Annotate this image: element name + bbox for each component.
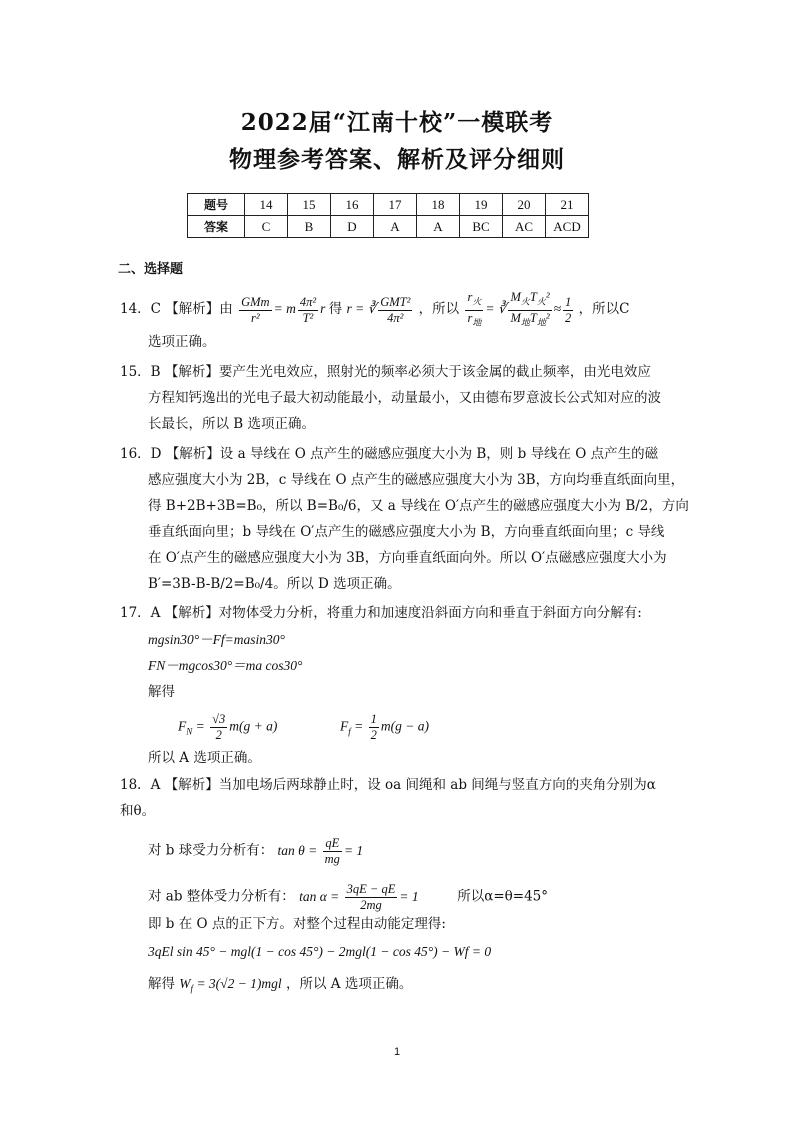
table-cell: 16 bbox=[331, 194, 374, 216]
q14-line bbox=[120, 290, 630, 330]
table-cell: 19 bbox=[460, 194, 503, 216]
q17-eq1: mgsin30°－Ff=masin30° bbox=[148, 632, 285, 647]
formula: tan α = $\frac{3qE - qE}{2mg}$ = 1 bbox=[299, 882, 419, 912]
table-answer-label: 答案 bbox=[188, 216, 245, 238]
formula: $\frac{r_火}{r_地}$ = ∛ $\frac{M_火T_火^2}{M_地T_地^2}$ ≈ $\frac{1}{2}$ bbox=[467, 290, 572, 327]
q18-energy-eq: 3qEl sin 45° − mgl(1 − cos 45°) − 2mgl(1 − cos 45°) − Wf = 0 bbox=[148, 944, 492, 959]
q16-line: B′=3B-B-B/2=B₀/4。所以 D 选项正确。 bbox=[148, 576, 401, 592]
q18-b-analysis: 对 b 球受力分析有： bbox=[148, 842, 274, 859]
table-row bbox=[188, 216, 589, 238]
formula: r = ∛ $\frac{\text{GMT²}}{\text{4π²}}$ bbox=[346, 294, 411, 325]
q18-line bbox=[148, 882, 548, 913]
table-cell: 18 bbox=[417, 194, 460, 216]
q17-conclusion: 所以 A 选项正确。 bbox=[148, 750, 261, 766]
table-cell: 21 bbox=[546, 194, 589, 216]
table-cell: 14 bbox=[245, 194, 288, 216]
table-header-label: 题号 bbox=[188, 194, 245, 216]
q17-line: 17．A 【解析】对物体受力分析，将重力和加速度沿斜面方向和垂直于斜面方向分解有: bbox=[120, 605, 642, 621]
table-cell: 20 bbox=[503, 194, 546, 216]
formula: $W_f = 3(√2 - 1)mgl$ bbox=[179, 976, 282, 994]
table-cell: ACD bbox=[546, 216, 589, 238]
formula: $F_f$ = $\frac{1}{2}$ m(g − a) bbox=[340, 712, 429, 742]
q18-line: 18．A 【解析】当加电场后两球静止时，设 oa 间绳和 ab 间绳与竖直方向的夹角分别为α bbox=[120, 777, 656, 793]
q16-line: 垂直纸面向里；b 导线在 O′点产生的磁感应强度大小为 B，方向垂直纸面向里；c 导线 bbox=[148, 524, 665, 540]
q18-ab-analysis: 对 ab 整体受力分析有： bbox=[148, 888, 295, 905]
table-cell: D bbox=[331, 216, 374, 238]
q16-line: 在 O′点产生的磁感应强度大小为 3B，方向垂直纸面向外。所以 O′点磁感应强度大小为 bbox=[148, 550, 667, 566]
q14-mid1: 得 bbox=[328, 301, 343, 318]
q14-cont: 选项正确。 bbox=[148, 334, 216, 350]
q14-mid2: ，所以 bbox=[418, 301, 460, 318]
q17-eq2: FN－mgcos30°＝ma cos30° bbox=[148, 658, 303, 673]
q18-line: 即 b 在 O 点的正下方。对整个过程由动能定理得: bbox=[148, 916, 446, 932]
formula: $F_N$ = $\frac{√3}{2}$ m(g + a) bbox=[178, 712, 278, 742]
page-number: 1 bbox=[393, 1046, 401, 1058]
q16-line: 16．D 【解析】设 a 导线在 O 点产生的磁感应强度大小为 B，则 b 导线在 O 点产生的磁 bbox=[120, 446, 659, 462]
q16-line: 得 B+2B+3B=B₀，所以 B=B₀/6，又 a 导线在 O′点产生的磁感应强度大小为 B/2，方向 bbox=[148, 498, 689, 514]
q18-angle-result: 所以α=θ=45° bbox=[457, 888, 549, 905]
table-row bbox=[188, 194, 589, 216]
table-cell: A bbox=[417, 216, 460, 238]
q14-end: ，所以C bbox=[578, 301, 630, 318]
q14-lead: 14．C 【解析】由 bbox=[120, 301, 233, 318]
q16-line: 感应强度大小为 2B，c 导线在 O 点产生的磁感应强度大小为 3B，方向均垂直纸面向里， bbox=[148, 472, 685, 488]
formula: tan θ = $\frac{qE}{mg}$ = 1 bbox=[277, 836, 364, 866]
q18-conclusion: ，所以 A 选项正确。 bbox=[285, 976, 413, 992]
table-cell: 15 bbox=[288, 194, 331, 216]
q18-line bbox=[148, 836, 363, 867]
table-cell: BC bbox=[460, 216, 503, 238]
answer-table bbox=[187, 193, 589, 238]
q15-line: 方程知钙逸出的光电子最大初动能最小，动量最小，又由德布罗意波长公式知对应的波 bbox=[148, 390, 661, 406]
q18-line bbox=[148, 974, 412, 999]
table-cell: AC bbox=[503, 216, 546, 238]
q15-line: 15．B 【解析】要产生光电效应，照射光的频率必须大于该金属的截止频率，由光电效应 bbox=[120, 364, 651, 380]
table-cell: B bbox=[288, 216, 331, 238]
q18-solve: 解得 bbox=[148, 976, 175, 992]
exam-subtitle: 物理参考答案、解析及评分细则 bbox=[229, 146, 565, 173]
q18-line: 和θ。 bbox=[120, 803, 156, 819]
section-heading: 二、选择题 bbox=[118, 262, 184, 277]
q15-line: 长最长，所以 B 选项正确。 bbox=[148, 416, 316, 432]
table-cell: C bbox=[245, 216, 288, 238]
table-cell: A bbox=[374, 216, 417, 238]
q17-solve: 解得 bbox=[148, 684, 175, 700]
formula: $\frac{\text{GMm}}{\text{r²}}$ = m $\frac{\text{4π²}}{\text{T²}}$ r bbox=[241, 294, 329, 325]
exam-title: 2022届“江南十校”一模联考 bbox=[240, 109, 554, 136]
table-cell: 17 bbox=[374, 194, 417, 216]
